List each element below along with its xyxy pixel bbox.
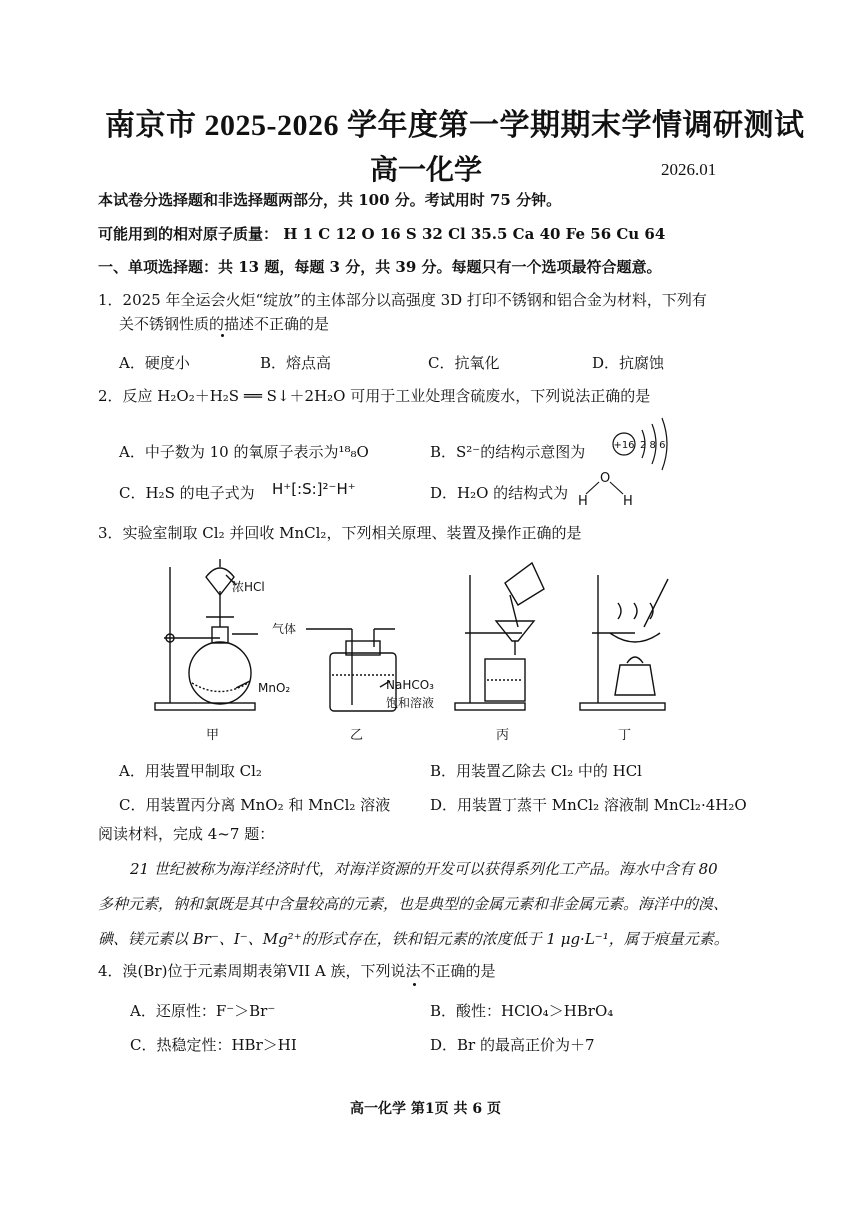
exam-title: 南京市 2025-2026 学年度第一学期期末学情调研测试: [105, 109, 805, 142]
emphasis-dot: [221, 334, 224, 337]
q3-option-c: C．用装置丙分离 MnO₂ 和 MnCl₂ 溶液: [119, 796, 391, 814]
water-structure-diagram: [570, 468, 640, 508]
apparatus-figure: [140, 555, 710, 745]
q1-option-b: B．熔点高: [260, 354, 332, 372]
intro-line2: 可能用到的相对原子质量： H 1 C 12 O 16 S 32 Cl 35.5 Ca 40 Fe 56 Cu 64: [98, 225, 666, 243]
q3-stem: 3．实验室制取 Cl₂ 并回收 MnCl₂，下列相关原理、装置及操作正确的是: [98, 524, 582, 542]
intro-line1: 本试卷分选择题和非选择题两部分，共 100 分。考试用时 75 分钟。: [98, 191, 562, 209]
q2-stem: 2．反应 H₂O₂＋H₂S ══ S↓＋2H₂O 可用于工业处理含硫废水，下列说法正确的是: [98, 387, 651, 405]
q2-option-a: A．中子数为 10 的氧原子表示为¹⁸₈O: [119, 443, 369, 461]
label-nahco3: NaHCO₃: [386, 678, 434, 692]
q4-option-b: B．酸性：HClO₄＞HBrO₄: [430, 1002, 614, 1020]
reading-paragraph-line1: 21 世纪被称为海洋经济时代，对海洋资源的开发可以获得系列化工产品。海水中含有 80: [130, 860, 718, 878]
page-footer: 高一化学 第1页 共 6 页: [350, 1101, 501, 1117]
exam-date: 2026.01: [661, 160, 717, 179]
q1-option-c: C．抗氧化: [428, 354, 500, 372]
reading-paragraph-line2: 多种元素，钠和氯既是其中含量较高的元素，也是典型的金属元素和非金属元素。海洋中的溴、: [98, 895, 729, 913]
h2s-electron-formula: H⁺[:S:]²⁻H⁺: [272, 480, 356, 498]
q4-option-d: D．Br 的最高正价为＋7: [430, 1036, 595, 1054]
label-yi: 乙: [350, 728, 364, 743]
q3-option-d: D．用装置丁蒸干 MnCl₂ 溶液制 MnCl₂·4H₂O: [430, 796, 747, 814]
water-oxygen: O: [600, 471, 611, 486]
sulfide-structure-diagram: [610, 412, 690, 474]
q2-option-b: B．S²⁻的结构示意图为: [430, 443, 586, 461]
q1-stem-line2: 关不锈钢性质的描述不正确的是: [119, 315, 330, 333]
q3-option-b: B．用装置乙除去 Cl₂ 中的 HCl: [430, 762, 642, 780]
water-hydrogen-left: H: [578, 494, 588, 508]
q4-option-a: A．还原性：F⁻＞Br⁻: [130, 1002, 276, 1020]
q4-stem: 4．溴(Br)位于元素周期表第VII A 族，下列说法不正确的是: [98, 962, 496, 980]
q1-option-d: D．抗腐蚀: [592, 354, 665, 372]
water-hydrogen-right: H: [623, 494, 633, 508]
q1-stem-line1: 1．2025 年全运会火炬“绽放”的主体部分以高强度 3D 打印不锈钢和铝合金为材料，下列有: [98, 291, 707, 309]
label-ding: 丁: [618, 728, 632, 743]
reading-paragraph-line3: 碘、镁元素以 Br⁻、I⁻、Mg²⁺的形式存在，铁和铝元素的浓度低于 1 μg·L⁻¹，属于痕量元素。: [98, 930, 729, 948]
nucleus-charge: +16: [613, 440, 635, 451]
q1-option-a: A．硬度小: [119, 354, 190, 372]
q3-option-a: A．用装置甲制取 Cl₂: [119, 762, 262, 780]
subject-title: 高一化学: [370, 155, 483, 186]
emphasis-dot: [413, 983, 416, 986]
q2-option-c: C．H₂S 的电子式为: [119, 484, 255, 502]
q4-option-c: C．热稳定性：HBr＞HI: [130, 1036, 297, 1054]
electron-shells: 2 8 6: [640, 440, 666, 451]
label-jia: 甲: [206, 728, 220, 743]
q2-option-d: D．H₂O 的结构式为: [430, 484, 569, 502]
label-conc-hcl: 浓HCl: [232, 580, 265, 594]
section-one-heading: 一、单项选择题：共 13 题，每题 3 分，共 39 分。每题只有一个选项最符合题意。: [98, 258, 662, 276]
label-bing: 丙: [496, 728, 510, 743]
reading-intro: 阅读材料，完成 4~7 题：: [98, 825, 275, 843]
label-mno2: MnO₂: [258, 681, 291, 695]
label-gas: 气体: [272, 622, 297, 636]
label-saturated-solution: 饱和溶液: [386, 696, 435, 710]
